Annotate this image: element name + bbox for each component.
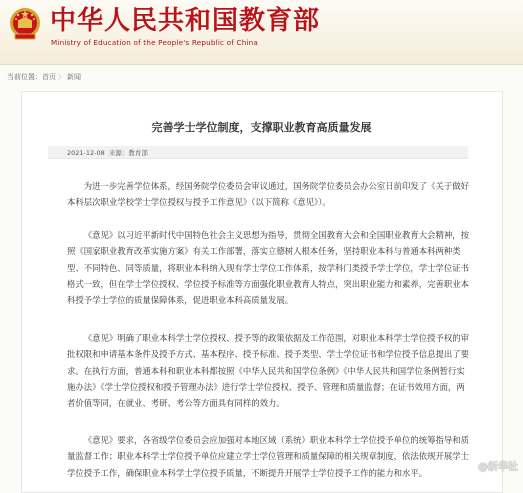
article-paragraph-4: 《意见》要求，各省级学位委员会应加强对本地区域（系统）职业本科学士学位授予单位的统筹指导和质量监督工作；职业本科学士学位授予单位应建立学士学位管理和质量保障的相关规章制度，依法依规开展学士学位授予工作，确保职业本科学士学位授予质量，不断提升开展学士学位授予工作的能力和水平。 xyxy=(67,435,470,478)
watermark: @新华社 xyxy=(478,462,518,473)
article-title: 完善学士学位制度，支撑职业教育高质量发展 xyxy=(151,121,372,134)
article-source: 来源：教育部 xyxy=(108,149,148,157)
article-paragraph-3: 《意见》明确了职业本科学士学位授权、授予等的政策依据及工作范围，对职业本科学士学位授予权的审批权限和申请基本条件及授予方式、基本程序、授予标准、授予类型、学士学位证书和学位授予信息提出了要求。在执行方面，普通本科和职业本科都按照《中华人民共和国学位条例》《中华人民共和国学位条例暂行实施办法》《学士学位授权和授予管理办法》进行学士学位授权、授予、管理和质量监督；在证书效用方面，两者价值等同，在就业、考研、考公等方面具有同样的效力。 xyxy=(67,333,470,409)
header-divider xyxy=(0,64,523,65)
breadcrumb-news-link[interactable]: 新闻 xyxy=(67,73,81,81)
site-header xyxy=(0,0,523,64)
site-title[interactable]: 中华人民共和国教育部 xyxy=(50,6,321,36)
breadcrumb-home-link[interactable]: 首页 xyxy=(42,73,56,81)
site-subtitle: Ministry of Education of the People's Republic of China xyxy=(51,38,259,47)
breadcrumb-separator-icon: 〉 xyxy=(58,73,65,81)
article-paragraph-2: 《意见》以习近平新时代中国特色社会主义思想为指导，贯彻全国教育大会和全国职业教育大会精神，按照《国家职业教育改革实施方案》有关工作部署，落实立德树人根本任务，坚持职业本科与普通本科两种类型、不同特色、同等质量，将职业本科纳入现有学士学位工作体系，按学科门类授予学士学位，学士学位证书格式一致，但在学士学位授权、学位授予标准等方面强化职业教育人特点，突出职业能力和素养，完善职业本科授予学士学位的质量保障体系，促进职业本科高质量发展。 xyxy=(67,230,470,306)
article-date: 2021-12-08 xyxy=(67,149,105,157)
breadcrumb-label: 当前位置： xyxy=(7,73,42,81)
article-paragraph-1: 为进一步完善学位体系，经国务院学位委员会审议通过，国务院学位委员会办公室日前印发了《关于做好本科层次职业学校学士学位授权与授予工作意见》（以下简称《意见》）。 xyxy=(67,181,470,208)
article-meta xyxy=(67,148,148,157)
breadcrumb xyxy=(7,72,81,82)
national-emblem-icon[interactable] xyxy=(8,6,42,42)
